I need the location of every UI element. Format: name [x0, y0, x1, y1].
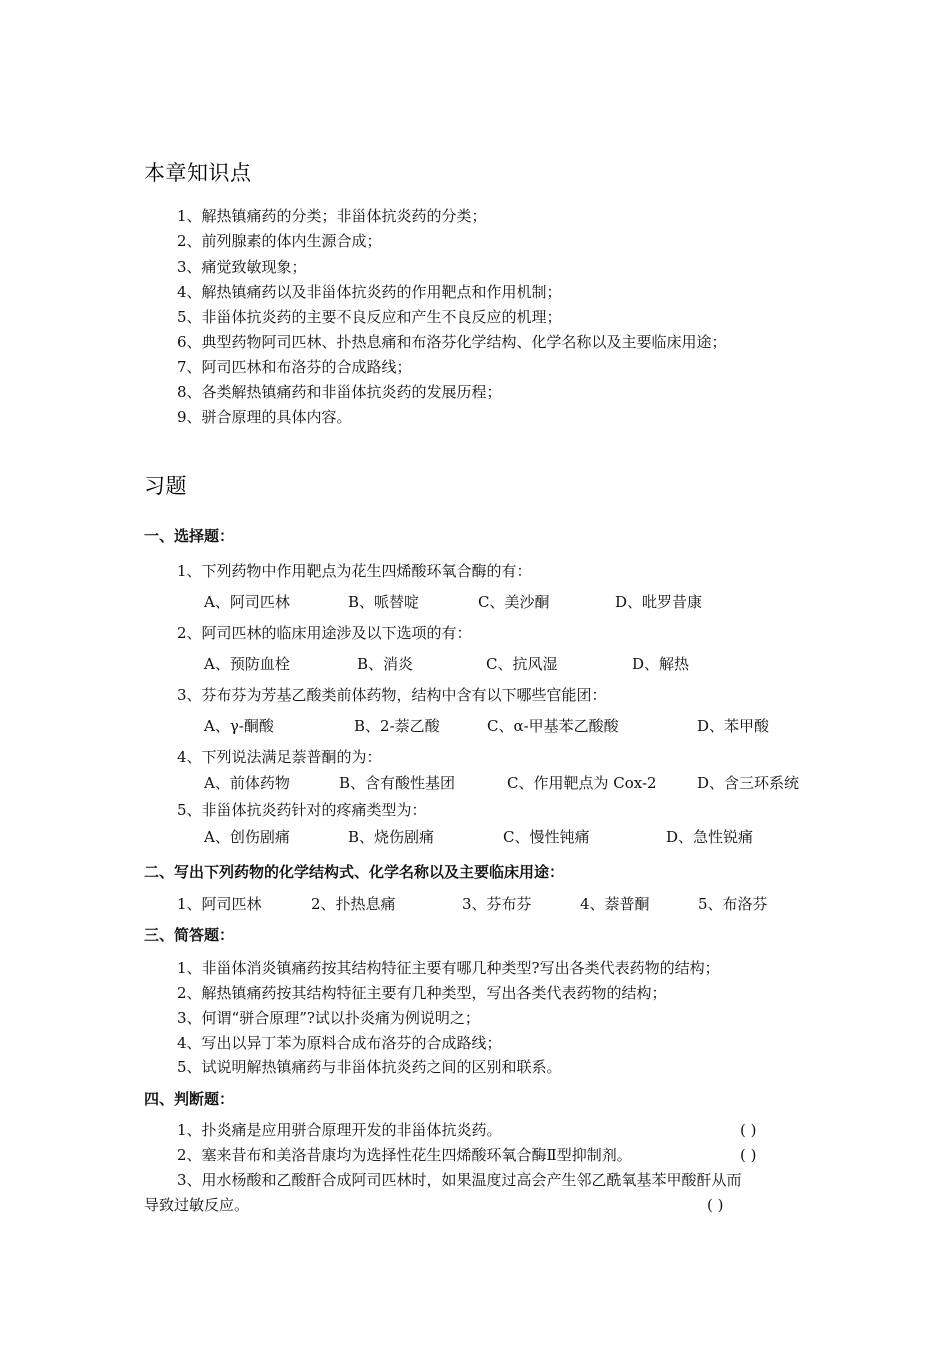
choice-option: D、含三环系统 [697, 774, 800, 792]
choice-question: 3、芬布芬为芳基乙酸类前体药物，结构中含有以下哪些官能团： [177, 686, 607, 704]
choice-option: A、前体药物 [204, 774, 290, 792]
knowledge-item: 9、骈合原理的具体内容。 [177, 408, 352, 426]
short-heading: 三、简答题： [144, 926, 235, 944]
choice-question: 5、非甾体抗炎药针对的疼痛类型为： [177, 801, 427, 819]
choice-option: C、作用靶点为 Cox-2 [507, 774, 657, 792]
judge-item: 3、用水杨酸和乙酸酐合成阿司匹林时，如果温度过高会产生邻乙酰氧基苯甲酸酐从而 [177, 1171, 742, 1189]
exercises-title: 习题 [144, 474, 187, 498]
answer-blank[interactable]: ( ) [707, 1196, 724, 1214]
answer-blank[interactable]: ( ) [740, 1146, 757, 1164]
choice-option: C、α-甲基苯乙酸酸 [487, 717, 619, 735]
knowledge-item: 6、典型药物阿司匹林、扑热息痛和布洛芬化学结构、化学名称以及主要临床用途； [177, 333, 727, 351]
short-item: 5、试说明解热镇痛药与非甾体抗炎药之间的区别和联系。 [177, 1058, 562, 1076]
knowledge-item: 1、解热镇痛药的分类；非甾体抗炎药的分类； [177, 207, 487, 225]
short-item: 2、解热镇痛药按其结构特征主要有几种类型，写出各类代表药物的结构； [177, 984, 667, 1002]
knowledge-item: 4、解热镇痛药以及非甾体抗炎药的作用靶点和作用机制； [177, 283, 562, 301]
short-item: 1、非甾体消炎镇痛药按其结构特征主要有哪几种类型?写出各类代表药物的结构； [177, 959, 720, 977]
choice-option: D、急性锐痛 [666, 828, 754, 846]
short-item: 3、何谓“骈合原理”?试以扑炎痛为例说明之； [177, 1009, 480, 1027]
choice-option: C、美沙酮 [478, 593, 550, 611]
structure-heading: 二、写出下列药物的化学结构式、化学名称以及主要临床用途： [144, 863, 565, 881]
choice-option: D、解热 [632, 655, 690, 673]
choice-question: 4、下列说法满足萘普酮的为： [177, 748, 382, 766]
knowledge-item: 3、痛觉致敏现象； [177, 258, 307, 276]
choice-option: B、2-萘乙酸 [354, 717, 440, 735]
choice-option: B、烧伤剧痛 [348, 828, 435, 846]
structure-item: 3、芬布芬 [462, 895, 532, 913]
choice-option: B、消炎 [357, 655, 414, 673]
choice-question: 1、下列药物中作用靶点为花生四烯酸环氧合酶的有： [177, 562, 532, 580]
choice-option: C、慢性钝痛 [503, 828, 590, 846]
structure-item: 4、萘普酮 [580, 895, 650, 913]
judge-heading: 四、判断题： [144, 1090, 235, 1108]
knowledge-title: 本章知识点 [144, 161, 252, 185]
choice-heading: 一、选择题： [144, 527, 235, 545]
judge-item-continuation: 导致过敏反应。 [144, 1196, 250, 1214]
knowledge-item: 7、阿司匹林和布洛芬的合成路线； [177, 358, 412, 376]
choice-option: B、含有酸性基团 [339, 774, 456, 792]
choice-option: A、阿司匹林 [204, 593, 290, 611]
choice-option: D、苯甲酸 [697, 717, 770, 735]
choice-option: D、吡罗昔康 [615, 593, 703, 611]
choice-option: A、γ-酮酸 [204, 717, 274, 735]
knowledge-item: 8、各类解热镇痛药和非甾体抗炎药的发展历程； [177, 383, 502, 401]
choice-option: A、创伤剧痛 [204, 828, 290, 846]
choice-question: 2、阿司匹林的临床用途涉及以下选项的有： [177, 624, 472, 642]
judge-item: 2、塞来昔布和美洛昔康均为选择性花生四烯酸环氧合酶Ⅱ型抑制剂。 [177, 1146, 632, 1164]
choice-option: C、抗风湿 [486, 655, 558, 673]
structure-item: 5、布洛芬 [698, 895, 768, 913]
choice-option: A、预防血栓 [204, 655, 290, 673]
knowledge-item: 5、非甾体抗炎药的主要不良反应和产生不良反应的机理； [177, 308, 562, 326]
knowledge-item: 2、前列腺素的体内生源合成； [177, 232, 382, 250]
structure-item: 1、阿司匹林 [177, 895, 262, 913]
answer-blank[interactable]: ( ) [740, 1121, 757, 1139]
structure-item: 2、扑热息痛 [311, 895, 396, 913]
choice-option: B、哌替啶 [348, 593, 420, 611]
short-item: 4、写出以异丁苯为原料合成布洛芬的合成路线； [177, 1034, 502, 1052]
judge-item: 1、扑炎痛是应用骈合原理开发的非甾体抗炎药。 [177, 1121, 502, 1139]
